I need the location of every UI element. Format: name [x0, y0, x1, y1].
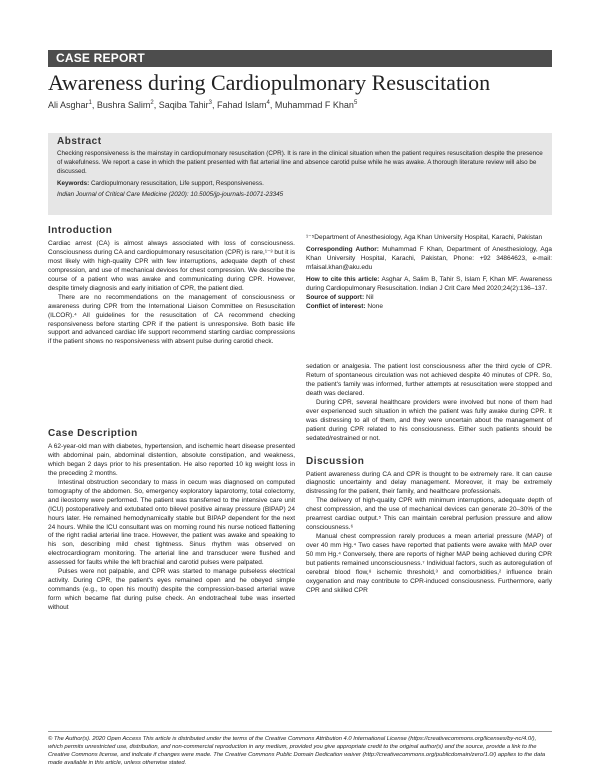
conflict-of-interest-label: Conflict of interest: — [306, 302, 366, 310]
author-affiliation-mark: 5 — [353, 100, 358, 106]
author-name: Muhammad F Khan — [274, 100, 354, 110]
how-to-cite — [306, 276, 552, 294]
paragraph: Manual chest compression rarely produces a mean arterial pressure (MAP) of over 40 mm Hg.⁴ Two cases have reported that patients were awake with MAP over 50 mm Hg.⁴ Conversely, there are reports of higher MAP being achieved during CPR but patients remained unconsciousness.⁷ Individual factors, such as autoregulation of cerebral blood flow,⁸ ischemic threshold,³ and comorbidities,² influence brain oxygenation and may contribute to CPR-induced consciousness. Furthermore, early CPR and skilled CPR — [306, 533, 552, 594]
conflict-of-interest — [306, 303, 552, 312]
abstract-body: Checking responsiveness is the mainstay in cardiopulmonary resuscitation (CPR). It is rare in the clinical situation when the patient requires resuscitation despite the presence of wakefulness. We report a case in which the patient presented with flat arterial line and absence carotid pulse while he was awake. A thorough literature review will also be discussed. — [57, 150, 543, 175]
author-name: Ali Asghar — [48, 100, 89, 110]
paragraph: Patient awareness during CA and CPR is thought to be extremely rare. It can cause diagnostic uncertainty and delay management. Moreover, it may be extremely distressing for the patient, their family, and healthcare professionals. — [306, 470, 552, 496]
left-column-case — [48, 430, 295, 613]
paragraph: A 62-year-old man with diabetes, hypertension, and ischemic heart disease presented with abdominal pain, abdominal distention, absolute constipation, and weakness, which began 2 days prior to his presentation. He also reported 10 kg weight loss in the preceding 2 months. — [48, 442, 295, 477]
author-name: Bushra Salim — [96, 100, 151, 110]
license-footer: © The Author(s). 2020 Open Access This article is distributed under the terms of the Creative Commons Attribution 4.0 International License (https://creativecommons.org/licenses/by-nc/4.0/), which permits unrestricted use, distribution, and non-commercial reproduction in any medium, provided you give appropriate credit to the original author(s) and the source, provide a link to the Creative Commons license, and indicate if changes were made. The Creative Commons Public Domain Dedication waiver (http://creativecommons.org/publicdomain/zero/1.0/) applies to the data made available in this article, unless otherwise stated. — [48, 731, 552, 767]
author-name: Saqiba Tahir — [158, 100, 209, 110]
author-affiliation-mark: 4 — [266, 100, 270, 106]
source-of-support-text: Nil — [365, 293, 374, 301]
author-affiliation-mark: 1 — [88, 100, 92, 106]
paragraph: Cardiac arrest (CA) is almost always associated with loss of consciousness. Consciousness during CA and cardiopulmonary resuscitation (CPR) is rare,¹⁻³ but it is most likely with high-quality CPR with few interruptions, adequate depth of chest compression, and use of mechanical devices for chest compression. We describe the course of a patient who was awake and communicating during CPR. However, despite timely diagnosis and early initiation of CPR, the patient died. — [48, 239, 295, 292]
corresponding-author-text: Muhammad F Khan, Department of Anesthesiology, Aga Khan University Hospital, Karachi, Pakistan, Phone: +92 34864623, e-mail: mfaisal.khan@aku.edu — [306, 245, 552, 271]
section-heading-introduction: Introduction — [48, 225, 113, 236]
source-of-support — [306, 294, 552, 303]
paragraph: Pulses were not palpable, and CPR was started to manage pulseless electrical activity. During CPR, the patient's eyes remained open and he obeyed simple commands (e.g., to open his mouth) despite the compression-based arterial wave form which became flat during pulse check. An endotracheal tube was inserted without — [48, 568, 295, 612]
keywords — [57, 179, 543, 188]
keywords-text: Cardiopulmonary resuscitation, Life support, Responsiveness. — [90, 180, 264, 187]
how-to-cite-label: How to cite this article: — [306, 275, 380, 283]
paragraph: There are no recommendations on the management of consciousness or awareness during CPR from the International Liaison Committee on Resuscitation (ILCOR).⁴ All guidelines for the resuscitation of CA recommend checking responsiveness before starting CPR if the patient is unresponsive. Both basic life support and advanced cardiac life support recommend starting cardiac compressions if the patient shows no responsiveness with absent pulse during carotid check. — [48, 293, 295, 346]
paragraph: sedation or analgesia. The patient lost consciousness after the third cycle of CPR. Return of spontaneous circulation was not achieved despite 40 minutes of CPR. So, the patient's family was informed, further attempts at resuscitation were stopped and death was declared. — [306, 363, 552, 397]
journal-citation: Indian Journal of Critical Care Medicine (2020): 10.5005/jp-journals-10071-23345 — [57, 191, 284, 198]
author-name: Fahad Islam — [217, 100, 267, 110]
paragraph: Intestinal obstruction secondary to mass in cecum was diagnosed on computed tomography of the abdomen. So, emergency exploratory laparotomy, total colectomy, and ileostomy were performed. The patient was transferred to the intensive care unit (ICU) postoperatively and extubated onto bilevel positive airway pressure (BIPAP) 24 hours later. He remained hemodynamically stable but BIPAP dependent for the next 24 hours. While the ICU consultant was on morning round his nurse noticed flattening of the right radial arterial line trace. However, the patient was awake and speaking to his son, describing mild chest tightness. Sinus rhythm was observed on electrocardiogram monitoring. The arterial line and transducer were flushed and assessed for faults while the left brachial and carotid pulses were palpated. — [48, 478, 295, 567]
abstract-box — [48, 133, 552, 215]
section-heading-discussion: Discussion — [306, 455, 365, 467]
author-affiliation-mark: 3 — [208, 100, 212, 106]
article-info — [306, 234, 552, 312]
paragraph: The delivery of high-quality CPR with minimum interruptions, adequate depth of chest compression, and the use of mechanical devices can generate 20–30% of the prearrest cardiac output.⁵ This can maintain cerebral perfusion pressure and allow consciousness.⁶ — [306, 497, 552, 532]
author-affiliation-mark: 2 — [150, 100, 154, 106]
keywords-label: Keywords: — [57, 180, 90, 187]
abstract-heading: Abstract — [57, 136, 102, 147]
right-column — [306, 363, 552, 596]
affiliation: ¹⁻⁵Department of Anesthesiology, Aga Khan University Hospital, Karachi, Pakistan — [306, 234, 543, 241]
section-heading-case-description: Case Description — [48, 428, 138, 439]
author-list: Ali Asghar$^1$, Bushra Salim$^2$, Saqiba Tahir$^3$, Fahad Islam$^4$, Muhammad F Khan$^5$ — [48, 100, 358, 110]
corresponding-author-label: Corresponding Author: — [306, 245, 379, 253]
paragraph: During CPR, several healthcare providers were involved but none of them had ever experienced such situation in which the patient was fully awake during CPR. It was distressing to all of them, and they were uncertain about the management of patient during CPR related to his consciousness. Either such patients should be sedated/restrained or not. — [306, 398, 552, 442]
source-of-support-label: Source of support: — [306, 293, 365, 301]
how-to-cite-text: Asghar A, Salim B, Tahir S, Islam F, Khan MF. Awareness during Cardiopulmonary Resuscitation. Indian J Crit Care Med 2020;24(2):136–137. — [306, 275, 553, 292]
article-title: Awareness during Cardiopulmonary Resuscitation — [48, 70, 491, 95]
conflict-of-interest-text: None — [367, 302, 383, 310]
corresponding-author — [306, 246, 552, 273]
left-column — [48, 227, 295, 347]
article-type-banner: CASE REPORT — [48, 50, 552, 67]
